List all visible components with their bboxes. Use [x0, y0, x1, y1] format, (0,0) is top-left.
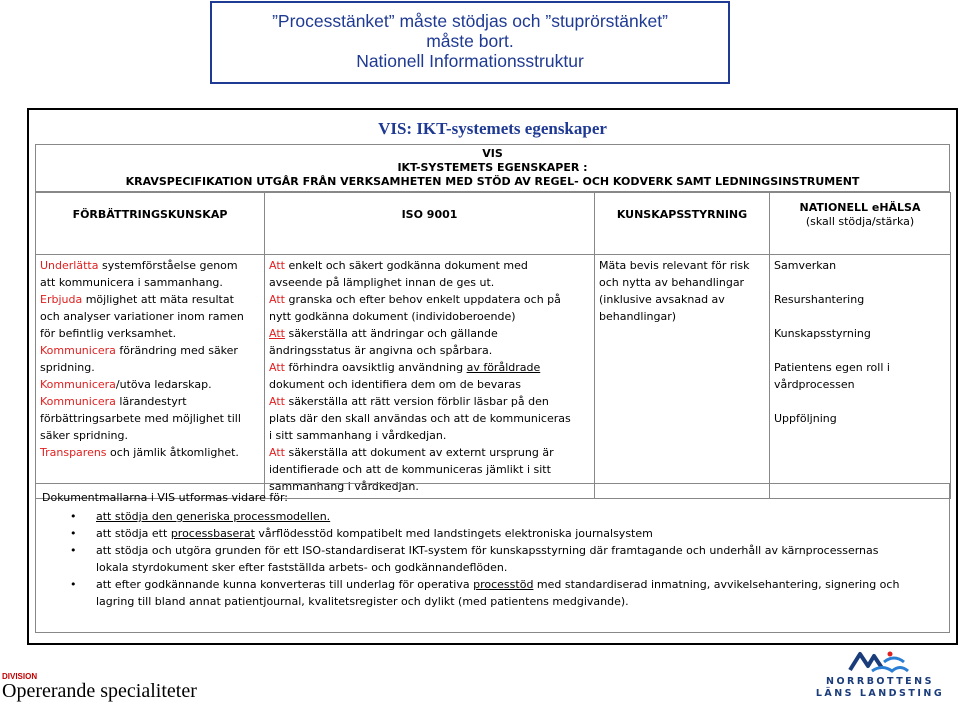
header-line2: IKT-SYSTEMETS EGENSKAPER : [397, 161, 588, 174]
text: vårflödesstöd kompatibelt med landstingets elektroniska journalsystem [254, 527, 653, 540]
slide-title-line1: ”Processtänket” måste stödjas och ”stuprörstänket” [272, 11, 668, 31]
keyword: Att [269, 446, 285, 459]
text: med standardiserad inmatning, avvikelsehantering, signering och [533, 578, 900, 591]
notes-list [42, 508, 943, 610]
text-line: och nytta av behandlingar [599, 276, 745, 289]
text-line: för befintlig verksamhet. [40, 327, 177, 340]
text: lagring till bland annat patientjournal, kvalitetsregister och dylikt (med patientens medgivande). [96, 595, 629, 608]
text-line [40, 444, 260, 461]
keyword: Att [269, 327, 285, 340]
underlined-text: processbaserat [170, 527, 255, 540]
underlined-text: processtöd [473, 578, 534, 591]
keyword: Att [269, 395, 285, 408]
text: att stödja och utgöra grunden för ett ISO-standardiserat IKT-system för kunskapsstyrning där framtagande och underhåll av kärnprocessernas [96, 544, 879, 557]
text-line: plats där den skall användas och att de kommuniceras [269, 412, 571, 425]
text: lärandestyrt [115, 395, 187, 408]
notes-intro: Dokumentmallarna i VIS utformas vidare för: [42, 491, 288, 504]
keyword: Kommunicera [40, 344, 116, 357]
text-line: att kommunicera i sammanhang. [40, 276, 223, 289]
document-heading: VIS: IKT-systemets egenskaper [378, 119, 607, 138]
text: möjlighet att mäta resultat [82, 293, 234, 306]
division-label: DIVISION [2, 672, 38, 681]
column-header-nationell-ehalsa [770, 193, 951, 255]
text: att stödja ett [96, 527, 171, 540]
header-line1: VIS [482, 147, 503, 160]
text-line [40, 376, 260, 393]
text: säkerställa att rätt version förblir läsbar på den [284, 395, 549, 408]
column-forbattringskunskap [36, 255, 265, 499]
text-line [269, 291, 590, 308]
text-line: (inklusive avsaknad av [599, 293, 725, 306]
text-line: nytt godkänna dokument (individoberoende) [269, 310, 516, 323]
logo-line2: LÄNS LANDSTING [815, 688, 945, 699]
list-item: Resurshantering [774, 293, 865, 306]
column-kunskapsstyrning [595, 255, 770, 499]
text-line: vårdprocessen [774, 378, 855, 391]
keyword: Underlätta [40, 259, 99, 272]
keyword: Erbjuda [40, 293, 83, 306]
text: systemförståelse genom [98, 259, 238, 272]
text-line: förbättringsarbete med möjlighet till [40, 412, 241, 425]
list-item [96, 542, 943, 559]
text-line: sammanhang i vårdkedjan. [269, 480, 419, 493]
text: förhindra oavsiktlig användning [284, 361, 467, 374]
keyword: Kommunicera [40, 395, 116, 408]
header-line3: KRAVSPECIFIKATION UTGÅR FRÅN VERKSAMHETEN MED STÖD AV REGEL- OCH KODVERK SAMT LEDNINGSINSTRUMENT [125, 175, 860, 188]
text-line: spridning. [40, 361, 95, 374]
keyword: Att [269, 361, 285, 374]
text: att efter godkännande kunna konverteras till underlag för operativa [96, 578, 474, 591]
list-item: Kunskapsstyrning [774, 327, 871, 340]
text-line [40, 342, 260, 359]
text-line: behandlingar) [599, 310, 677, 323]
list-item: Uppföljning [774, 412, 837, 425]
logo-line1: NORRBOTTENS [826, 676, 934, 687]
column-nationell-ehalsa [770, 255, 951, 499]
text-line [269, 257, 590, 274]
department-name: Opererande specialiteter [2, 680, 197, 702]
text: säkerställa att dokument av externt ursprung är [284, 446, 554, 459]
list-item [774, 359, 946, 393]
column-header-forbattringskunskap: FÖRBÄTTRINGSKUNSKAP [36, 193, 265, 255]
list-item-continuation [96, 559, 943, 576]
text-line: dokument och identifiera dem om de bevaras [269, 378, 521, 391]
slide-title-line3: Nationell Informationsstruktur [356, 51, 584, 71]
list-item [96, 576, 943, 593]
text-line [40, 393, 260, 410]
text: granska och efter behov enkelt uppdatera och på [284, 293, 561, 306]
text-line: ändringsstatus är angivna och spårbara. [269, 344, 493, 357]
document-image [27, 108, 958, 645]
column-header-nationell-ehalsa-title: NATIONELL eHÄLSA [799, 201, 921, 214]
list-item [96, 525, 943, 542]
keyword: Att [269, 293, 285, 306]
list-item [96, 508, 943, 525]
text-line [269, 325, 590, 342]
template-notes [35, 483, 950, 633]
text-line: och analyser variationer inom ramen [40, 310, 244, 323]
slide-title-line2: måste bort. [426, 31, 514, 51]
column-iso9001 [265, 255, 595, 499]
text: att stödja den generiska processmodellen. [96, 510, 331, 523]
text: enkelt och säkert godkänna dokument med [284, 259, 528, 272]
text-line: avseende på lämplighet innan de ges ut. [269, 276, 495, 289]
text-line: Patientens egen roll i [774, 361, 890, 374]
text-line: i sitt sammanhang i vårdkedjan. [269, 429, 447, 442]
properties-table [35, 192, 951, 499]
requirements-header [35, 144, 950, 192]
keyword: Transparens [40, 446, 107, 459]
list-item: Samverkan [774, 259, 837, 272]
column-header-iso9001: ISO 9001 [265, 193, 595, 255]
text-line [40, 257, 260, 274]
text: lokala styrdokument sker efter fastställda arbets- och godkännandeflöden. [96, 561, 508, 574]
text-line [269, 393, 590, 410]
text-line [269, 444, 590, 461]
keyword: Att [269, 259, 285, 272]
text: säkerställa att ändringar och gällande [284, 327, 498, 340]
text-line: identifierade och att de kommuniceras jämlikt i sitt [269, 463, 551, 476]
column-header-nationell-ehalsa-subtitle: (skall stödja/stärka) [805, 215, 915, 228]
underlined-text: av föråldrade [466, 361, 541, 374]
text: /utöva ledarskap. [115, 378, 212, 391]
norrbotten-logo-icon [810, 648, 950, 676]
keyword: Kommunicera [40, 378, 116, 391]
text-line: säker spridning. [40, 429, 128, 442]
slide-title [210, 1, 730, 84]
column-header-kunskapsstyrning: KUNSKAPSSTYRNING [595, 193, 770, 255]
text: förändring med säker [115, 344, 238, 357]
text-line: Mäta bevis relevant för risk [599, 259, 750, 272]
text-line [40, 291, 260, 308]
list-item-continuation [96, 593, 943, 610]
norrbotten-logo [810, 648, 950, 700]
text: och jämlik åtkomlighet. [106, 446, 239, 459]
text-line [269, 359, 590, 376]
